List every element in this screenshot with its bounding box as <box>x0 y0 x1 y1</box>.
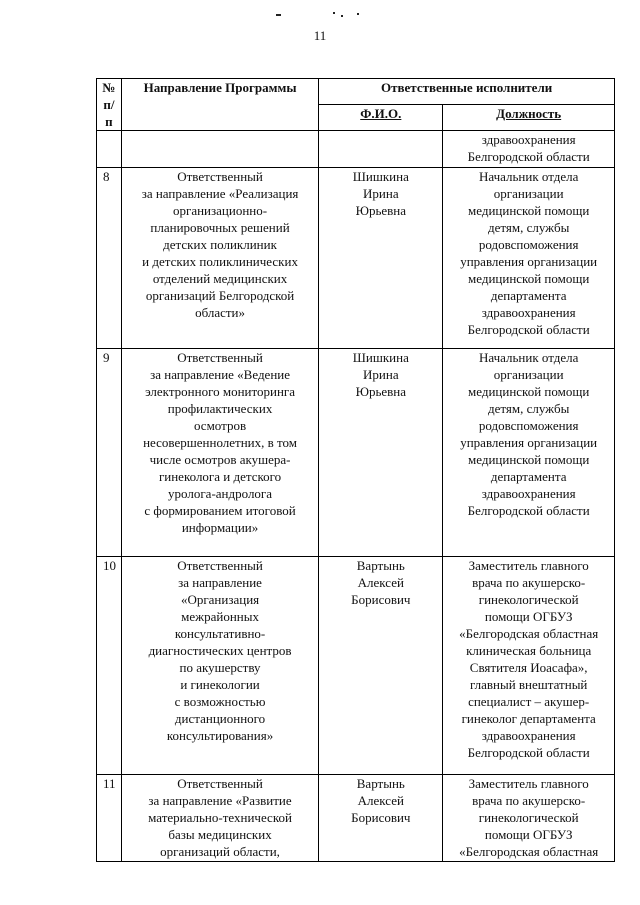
cell-num: 11 <box>97 775 122 862</box>
cell-position: Начальник отдела организации медицинской помощи детям, службы родовспоможения управления организации медицинской помощи департамента здравоохранения Белгородской области <box>443 168 615 349</box>
header-direction: Направление Программы <box>121 79 318 131</box>
cell-position: здравоохранения Белгородской области <box>443 131 615 168</box>
scan-speck <box>357 13 359 15</box>
scan-speck <box>341 15 343 17</box>
cell-position: Заместитель главного врача по акушерско- гинекологической помощи ОГБУЗ «Белгородская областная клиническая больница Святителя Иоасафа», главный внештатный специалист – акушер- гинеколог департамента здравоохранения Белгородской области <box>443 557 615 775</box>
header-fio: Ф.И.О. <box>319 105 443 131</box>
header-position: Должность <box>443 105 615 131</box>
cell-name: Шишкина Ирина Юрьевна <box>319 349 443 557</box>
table-row-continuation <box>97 131 615 168</box>
table-row <box>97 775 615 862</box>
cell-direction: Ответственный за направление «Организация межрайонных консультативно- диагностических центров по акушерству и гинекологии с возможностью дистанционного консультирования» <box>121 557 318 775</box>
cell-num: 9 <box>97 349 122 557</box>
table-row <box>97 349 615 557</box>
cell-position: Начальник отдела организации медицинской помощи детям, службы родовспоможения управления организации медицинской помощи департамента здравоохранения Белгородской области <box>443 349 615 557</box>
table-row <box>97 168 615 349</box>
responsibility-table <box>96 78 615 862</box>
page-number: 11 <box>313 28 327 43</box>
cell-num <box>97 131 122 168</box>
cell-direction: Ответственный за направление «Развитие материально-технической базы медицинских организаций области, <box>121 775 318 862</box>
cell-direction: Ответственный за направление «Реализация организационно- планировочных решений детских поликлиник и детских поликлинических отделений медицинских организаций Белгородской области» <box>121 168 318 349</box>
scan-speck <box>276 14 281 16</box>
cell-num: 10 <box>97 557 122 775</box>
cell-num: 8 <box>97 168 122 349</box>
table-row <box>97 557 615 775</box>
cell-direction <box>121 131 318 168</box>
cell-name <box>319 131 443 168</box>
cell-name: Шишкина Ирина Юрьевна <box>319 168 443 349</box>
cell-direction: Ответственный за направление «Ведение электронного мониторинга профилактических осмотров несовершеннолетних, в том числе осмотров акушера- гинеколога и детского уролога-андролога с формированием итоговой информации» <box>121 349 318 557</box>
cell-position: Заместитель главного врача по акушерско- гинекологической помощи ОГБУЗ «Белгородская областная <box>443 775 615 862</box>
cell-name: Вартынь Алексей Борисович <box>319 775 443 862</box>
header-number: № п/п <box>97 79 122 131</box>
header-responsible: Ответственные исполнители <box>319 79 615 105</box>
scan-speck <box>333 12 335 14</box>
cell-name: Вартынь Алексей Борисович <box>319 557 443 775</box>
